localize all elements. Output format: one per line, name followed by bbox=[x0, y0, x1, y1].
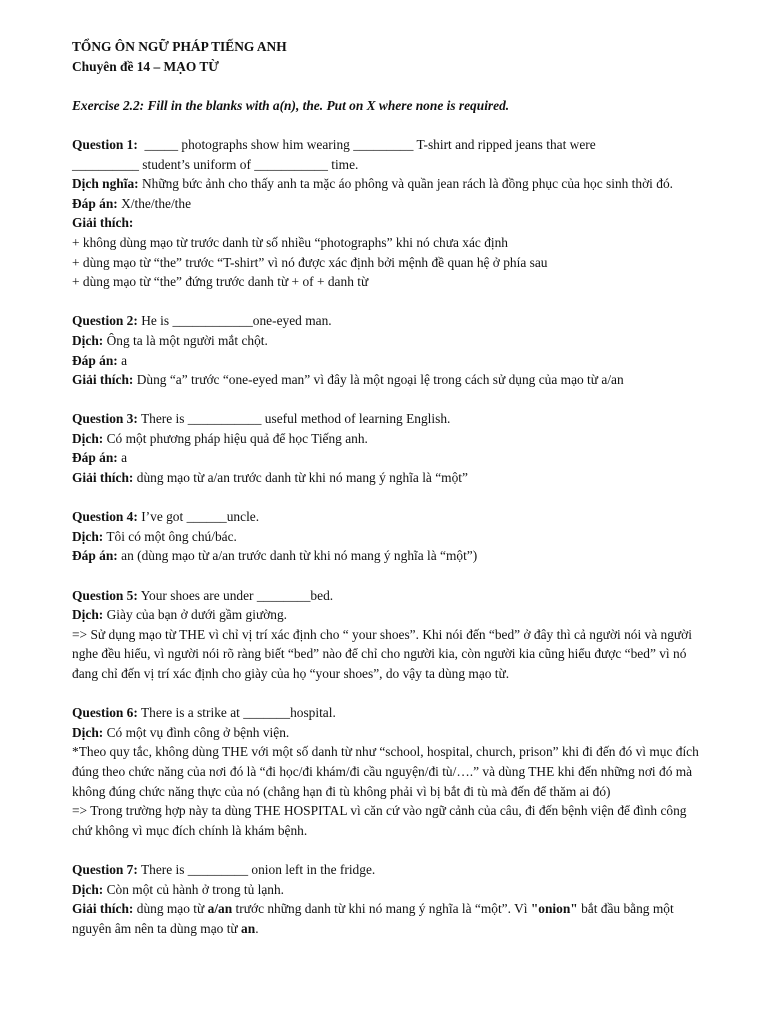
question-6-explanation: => Trong trường hợp này ta dùng THE HOSPITAL vì căn cứ vào ngữ cảnh của câu, đi đến bệnh viện để đình công chứ không vì mục đích chính là khám bệnh. bbox=[72, 803, 687, 838]
question-2-text bbox=[72, 311, 708, 331]
explanation-label: Giải thích: bbox=[72, 901, 134, 917]
exercise-title: Exercise 2.2: Fill in the blanks with a(n), the. Put on X where none is required. bbox=[72, 97, 510, 113]
question-6-label: Question 6: bbox=[72, 705, 138, 721]
translation-text: Ông ta là một người mắt chột. bbox=[106, 332, 268, 348]
explanation-part-f: an bbox=[241, 920, 256, 936]
translation-label: Dịch: bbox=[72, 528, 104, 544]
question-1-translation bbox=[72, 174, 708, 194]
explanation-text: Dùng “a” trước “one-eyed man” vì đây là một ngoại lệ trong cách sử dụng của mạo từ a/an bbox=[136, 372, 624, 388]
answer-label: Đáp án: bbox=[72, 548, 118, 564]
question-1 bbox=[72, 135, 708, 292]
question-6 bbox=[72, 703, 708, 840]
question-4-answer bbox=[72, 546, 708, 566]
question-5-sentence: Your shoes are under ________bed. bbox=[140, 587, 334, 603]
question-3-label: Question 3: bbox=[72, 411, 138, 427]
question-3-text bbox=[72, 409, 708, 429]
explanation-part-b: a/an bbox=[207, 901, 233, 917]
question-2-explanation bbox=[72, 370, 708, 390]
question-6-translation bbox=[72, 723, 708, 743]
translation-label: Dịch: bbox=[72, 607, 104, 623]
translation-text: Có một vụ đình công ở bệnh viện. bbox=[106, 724, 290, 740]
explanation-point-2: + dùng mạo từ “the” trước “T-shirt” vì nó được xác định bởi mệnh đề quan hệ ở phía sau bbox=[72, 254, 548, 270]
question-3-explanation bbox=[72, 468, 708, 488]
explanation-point-3: + dùng mạo từ “the” đứng trước danh từ + of + danh từ bbox=[72, 274, 369, 290]
document-title: TỔNG ÔN NGỮ PHÁP TIẾNG ANH bbox=[72, 39, 287, 54]
question-5-translation bbox=[72, 605, 708, 625]
question-6-rule: *Theo quy tắc, không dùng THE với một số danh từ như “school, hospital, church, prison” khi đi đến đó vì mục đích đúng theo chức năng của nơi đó là “đi học/đi khám/đi cầu nguyện/đi tù/….” và dùng THE khi đến những nơi đó mà không đúng chức năng thực của nó (chẳng hạn đi tù không phải vì bị bắt đi tù mà đến để thăm ai đó) bbox=[72, 744, 699, 799]
explanation-label: Giải thích: bbox=[72, 372, 134, 388]
question-4-label: Question 4: bbox=[72, 509, 138, 525]
translation-label: Dịch: bbox=[72, 332, 104, 348]
translation-text: Còn một củ hành ở trong tủ lạnh. bbox=[106, 881, 285, 897]
question-5-text bbox=[72, 586, 708, 606]
translation-text: Tôi có một ông chú/bác. bbox=[106, 528, 237, 544]
translation-label: Dịch: bbox=[72, 430, 104, 446]
question-7-translation bbox=[72, 880, 708, 900]
question-4 bbox=[72, 507, 708, 566]
translation-label: Dịch nghĩa: bbox=[72, 176, 139, 192]
question-7-explanation bbox=[72, 899, 708, 938]
answer-label: Đáp án: bbox=[72, 352, 118, 368]
question-1-text bbox=[72, 135, 708, 155]
question-2 bbox=[72, 311, 708, 389]
answer-text: a bbox=[121, 352, 128, 368]
question-1-sentence-b: __________ student’s uniform of ___________ time. bbox=[72, 156, 359, 172]
question-7-text bbox=[72, 860, 708, 880]
question-5-explanation: => Sử dụng mạo từ THE vì chỉ vị trí xác định cho “ your shoes”. Khi nói đến “bed” ở đây thì cả người nói và người nghe đều hiểu, vì người nói rõ ràng biết “bed” nào để chỉ cho người kia, còn người kia cũng hiểu được “bed” vì nó đang chỉ đến vị trí xác định cho giày của họ “your shoes”, do vậy ta dùng mạo từ. bbox=[72, 626, 692, 681]
question-2-label: Question 2: bbox=[72, 313, 138, 329]
question-3-translation bbox=[72, 429, 708, 449]
translation-text: Những bức ảnh cho thấy anh ta mặc áo phông và quần jean rách là đồng phục của học sinh thời đó. bbox=[141, 176, 673, 192]
question-7-sentence: There is _________ onion left in the fridge. bbox=[140, 861, 376, 877]
translation-text: Có một phương pháp hiệu quả để học Tiếng anh. bbox=[106, 430, 368, 446]
question-2-translation bbox=[72, 331, 708, 351]
explanation-part-d: "onion" bbox=[530, 901, 578, 917]
question-3 bbox=[72, 409, 708, 487]
question-4-translation bbox=[72, 527, 708, 547]
question-5 bbox=[72, 586, 708, 684]
question-4-text bbox=[72, 507, 708, 527]
question-5-label: Question 5: bbox=[72, 587, 138, 603]
answer-label: Đáp án: bbox=[72, 450, 118, 466]
answer-text: an (dùng mạo từ a/an trước danh từ khi nó mang ý nghĩa là “một”) bbox=[121, 548, 478, 564]
answer-text: a bbox=[121, 450, 128, 466]
translation-label: Dịch: bbox=[72, 724, 104, 740]
question-6-text bbox=[72, 703, 708, 723]
answer-text: X/the/the/the bbox=[121, 195, 192, 211]
question-7-label: Question 7: bbox=[72, 861, 138, 877]
explanation-label: Giải thích: bbox=[72, 470, 134, 486]
question-3-answer bbox=[72, 448, 708, 468]
question-1-answer bbox=[72, 194, 708, 214]
question-1-label: Question 1: bbox=[72, 136, 138, 152]
explanation-part-e: bắt đầu bằng một nguyên âm nên ta dùng mạo từ bbox=[72, 901, 674, 936]
explanation-part-g: . bbox=[255, 920, 259, 936]
answer-label: Đáp án: bbox=[72, 195, 118, 211]
question-2-sentence: He is ____________one-eyed man. bbox=[141, 313, 332, 329]
explanation-text: dùng mạo từ a/an trước danh từ khi nó mang ý nghĩa là “một” bbox=[136, 470, 468, 486]
question-2-answer bbox=[72, 351, 708, 371]
question-6-sentence: There is a strike at _______hospital. bbox=[140, 705, 336, 721]
question-7 bbox=[72, 860, 708, 938]
explanation-point-1: + không dùng mạo từ trước danh từ số nhiều “photographs” khi nó chưa xác định bbox=[72, 234, 508, 250]
question-1-sentence-a: _____ photographs show him wearing _________ T-shirt and ripped jeans that were bbox=[144, 136, 596, 152]
question-3-sentence: There is ___________ useful method of learning English. bbox=[140, 411, 451, 427]
translation-label: Dịch: bbox=[72, 881, 104, 897]
explanation-part-c: trước những danh từ khi nó mang ý nghĩa là “một”. Vì bbox=[235, 901, 528, 917]
explanation-part-a: dùng mạo từ bbox=[136, 901, 205, 917]
document-subtitle: Chuyên đề 14 – MẠO TỪ bbox=[72, 58, 219, 74]
explanation-label: Giải thích: bbox=[72, 215, 134, 231]
translation-text: Giày của bạn ở dưới gầm giường. bbox=[106, 607, 288, 623]
question-4-sentence: I’ve got ______uncle. bbox=[141, 509, 260, 525]
